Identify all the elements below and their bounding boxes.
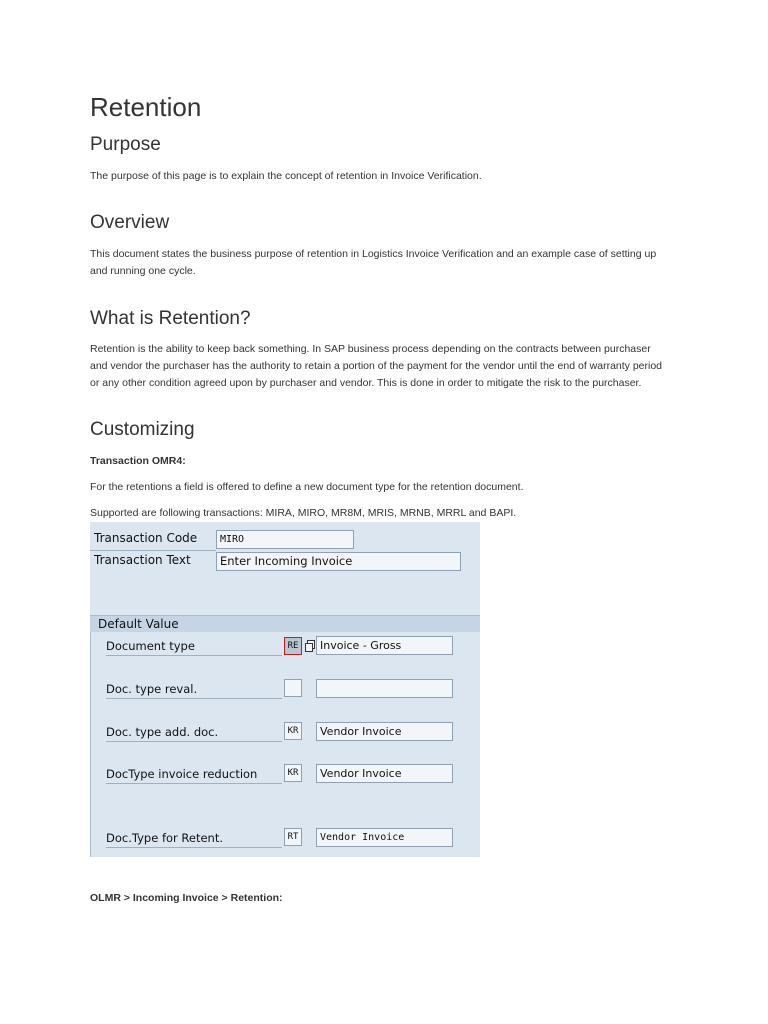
copy-icon[interactable] <box>305 640 315 652</box>
doc-type-reval-desc-field[interactable] <box>316 679 453 698</box>
what-is-retention-line3: or any other condition agreed upon by purchaser and vendor. This is done in order to mitigate the risk to the purchaser. <box>90 377 642 389</box>
purpose-heading: Purpose <box>90 134 161 155</box>
doc-type-add-doc-label: Doc. type add. doc. <box>106 725 219 739</box>
overview-heading: Overview <box>90 212 170 233</box>
document-type-desc-field[interactable]: Invoice - Gross <box>316 636 453 655</box>
customizing-text-1: For the retentions a field is offered to define a new document type for the retention document. <box>90 481 524 493</box>
default-value-group-header <box>90 615 480 632</box>
what-is-retention-heading: What is Retention? <box>90 308 251 329</box>
olmr-path-label: OLMR > Incoming Invoice > Retention: <box>90 892 283 904</box>
doc-type-reval-code-field[interactable] <box>284 679 302 697</box>
doc-type-for-retent-code-field[interactable]: RT <box>284 828 302 846</box>
doc-type-reval-label: Doc. type reval. <box>106 682 198 696</box>
default-value-group-title: Default Value <box>98 617 179 631</box>
doctype-invoice-reduction-desc-field[interactable]: Vendor Invoice <box>316 764 453 783</box>
doc-type-for-retent-desc-field[interactable]: Vendor Invoice <box>316 828 453 847</box>
default-value-group <box>90 632 480 857</box>
document-type-label: Document type <box>106 639 195 653</box>
customizing-heading: Customizing <box>90 419 195 440</box>
what-is-retention-line2: and vendor the purchaser has the authority to retain a portion of the payment for the vendor until the end of warranty period <box>90 360 663 372</box>
customizing-text-2: Supported are following transactions: MIRA, MIRO, MR8M, MRIS, MRNB, MRRL and BAPI. <box>90 507 517 519</box>
doctype-invoice-reduction-code-field[interactable]: KR <box>284 764 302 782</box>
transaction-text-label: Transaction Text <box>94 553 191 567</box>
purpose-text: The purpose of this page is to explain the concept of retention in Invoice Verification. <box>90 170 482 182</box>
transaction-text-field[interactable]: Enter Incoming Invoice <box>216 552 461 571</box>
doctype-invoice-reduction-label: DocType invoice reduction <box>106 767 258 781</box>
sap-screenshot <box>90 522 480 857</box>
what-is-retention-line1: Retention is the ability to keep back something. In SAP business process depending on the contracts between purchaser <box>90 343 651 355</box>
doc-type-add-doc-desc-field[interactable]: Vendor Invoice <box>316 722 453 741</box>
overview-text-line2: and running one cycle. <box>90 265 196 277</box>
doc-type-for-retent-label: Doc.Type for Retent. <box>106 831 223 845</box>
page-title: Retention <box>90 92 202 122</box>
transaction-code-field[interactable]: MIRO <box>216 530 354 549</box>
document-type-code-field[interactable]: RE <box>284 637 302 655</box>
doc-type-add-doc-code-field[interactable]: KR <box>284 722 302 740</box>
transaction-omr4-label: Transaction OMR4: <box>90 455 186 467</box>
overview-text-line1: This document states the business purpose of retention in Logistics Invoice Verification and an example case of setting up <box>90 248 657 260</box>
transaction-code-label: Transaction Code <box>94 531 198 545</box>
